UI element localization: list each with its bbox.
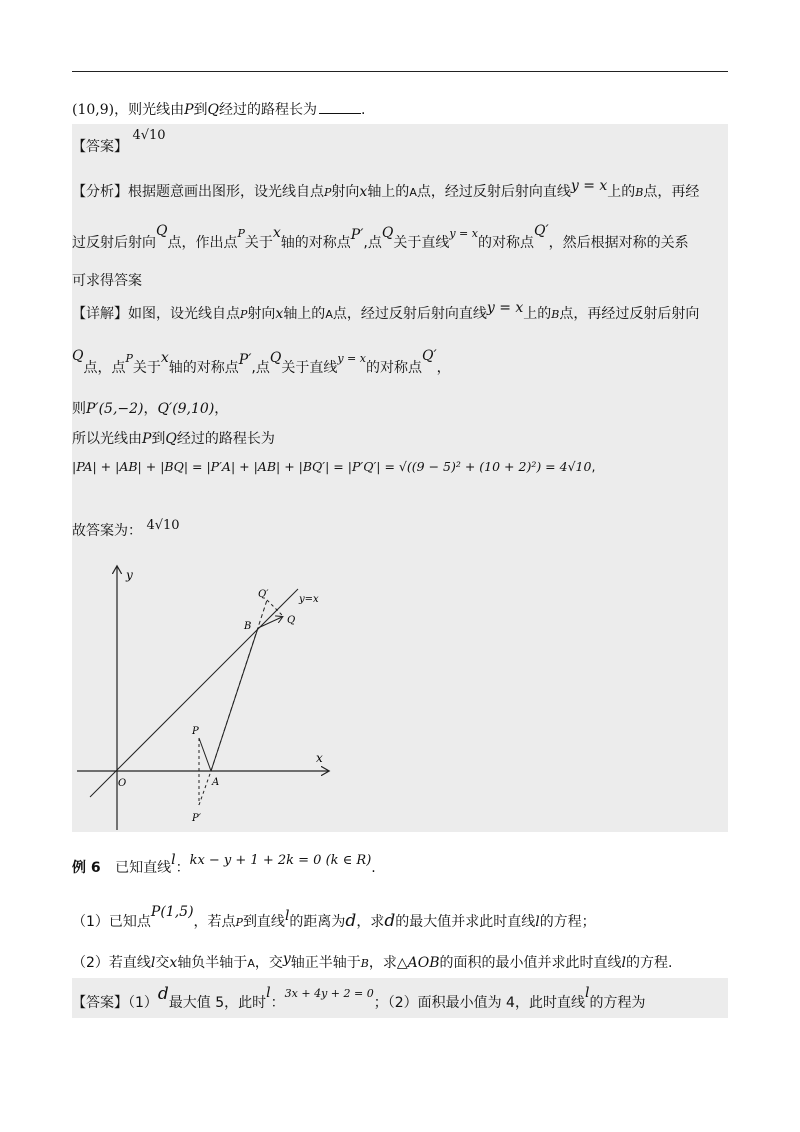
text-segment: 则	[72, 401, 86, 417]
math-Q: Q	[72, 348, 84, 364]
math-P: P	[125, 352, 133, 365]
answer-tag: 【答案】	[72, 995, 128, 1011]
conclusion-line	[72, 520, 180, 540]
math-y: y	[282, 951, 291, 967]
math-y-equals-x: y = x	[337, 352, 366, 365]
math-d: d	[384, 911, 396, 931]
math-P: P	[184, 102, 194, 118]
text-segment: 的最大值并求此时直线	[395, 914, 536, 930]
answer-line	[72, 128, 166, 156]
text-segment: ：	[270, 995, 285, 1011]
math-x: x	[275, 306, 284, 322]
math-l: l	[621, 955, 626, 971]
math-Q-prime: Q′	[421, 348, 437, 364]
question-tail-line	[72, 99, 365, 119]
example6-q1	[72, 904, 596, 931]
text-segment: ，	[143, 401, 158, 417]
label-Q: Q	[287, 615, 296, 626]
math-Q: Q	[156, 223, 168, 239]
line-equation: kx − y + 1 + 2k = 0 (k ∈ R)	[189, 853, 372, 868]
text-segment: 点，经过反射后射向直线	[332, 306, 487, 322]
distance-formula: |PA| + |AB| + |BQ| = |P′A| + |AB| + |BQ′| = |P′Q′| = √((9 − 5)² + (10 + 2)²) = 4√10	[72, 459, 592, 474]
segment-P-prime-A	[199, 771, 211, 805]
detail-tag: 【详解】	[72, 306, 128, 322]
math-y-equals-x: y = x	[570, 178, 608, 194]
text-segment: 轴上的	[283, 306, 326, 322]
analysis-line-1	[72, 178, 700, 201]
math-y-equals-x: y = x	[486, 300, 524, 316]
text-segment: 到	[193, 102, 208, 118]
text-segment: 的对称点	[477, 235, 534, 251]
text-segment: ：	[175, 860, 190, 876]
text-segment: 已知点	[108, 914, 151, 930]
analysis-tag: 【分析】	[72, 184, 128, 200]
example-title: 例 6	[72, 860, 101, 876]
text-segment: .	[371, 860, 376, 876]
math-B: B	[551, 308, 560, 321]
header-rule	[72, 71, 728, 72]
point-coordinates: (10,9)	[72, 102, 115, 118]
math-d: d	[157, 984, 169, 1004]
text-segment: ，	[436, 360, 451, 376]
conclusion-value: 4√10	[146, 518, 180, 533]
text-segment: 所以光线由	[72, 431, 142, 447]
segment-P-A	[199, 738, 211, 771]
text-segment: 的方程；	[539, 914, 596, 930]
math-Q: Q	[207, 102, 220, 118]
math-P-prime: P′	[350, 227, 364, 243]
text-segment: 轴的对称点	[280, 235, 351, 251]
math-l: l	[150, 955, 156, 971]
answer2-line	[72, 984, 646, 1012]
math-P: P	[235, 916, 243, 929]
math-l: l	[584, 985, 590, 1001]
math-point-P: P(1,5)	[150, 904, 194, 920]
text-segment: ,点	[363, 235, 382, 251]
answer-blank	[319, 113, 361, 114]
label-y: y	[126, 568, 133, 582]
text-segment: 轴负半轴于	[177, 955, 248, 971]
text-segment: 交	[155, 955, 170, 971]
text-segment: 上的	[607, 184, 636, 200]
text-segment: ，则光线由	[114, 102, 185, 118]
text-segment: 轴的对称点	[168, 360, 239, 376]
detail-formula-line	[72, 459, 595, 474]
text-segment: 点，经过反射后射向直线	[416, 184, 571, 200]
math-P: P	[237, 227, 245, 240]
math-l: l	[535, 914, 540, 930]
text-segment: ，然后根据对称的关系	[548, 235, 689, 251]
text-segment: 关于	[132, 360, 161, 376]
math-x: x	[160, 350, 169, 366]
text-segment: 点，作出点	[167, 235, 238, 251]
text-segment: 的方程为	[589, 995, 646, 1011]
math-B: B	[360, 957, 369, 970]
detail-line-4	[72, 428, 275, 448]
segment-Q-Q-prime	[267, 600, 284, 617]
question-number: （2）	[72, 955, 109, 971]
text-segment: （1）	[128, 995, 158, 1011]
text-segment: ,	[591, 459, 596, 474]
math-A: A	[409, 186, 417, 199]
example6-q2	[72, 952, 672, 972]
text-segment: 最大值 5，此时	[168, 995, 267, 1011]
example6-stem	[72, 852, 376, 877]
analysis-line-2	[72, 223, 689, 252]
answer-value: 4√10	[132, 128, 166, 143]
math-P: P	[324, 186, 332, 199]
math-l: l	[266, 985, 271, 1001]
text-segment: 上的	[523, 306, 552, 322]
math-A: A	[247, 957, 255, 970]
detail-line-3	[72, 398, 228, 418]
text-segment: 的方程.	[626, 955, 673, 971]
math-x: x	[272, 225, 281, 241]
text-segment: 的对称点	[365, 360, 422, 376]
text-segment: ，	[214, 401, 229, 417]
answer-equation: 3x + 4y + 2 = 0	[284, 987, 374, 1000]
label-A: A	[212, 777, 220, 788]
label-line-y-equals-x: y=x	[299, 594, 319, 605]
text-segment: 点，再经	[643, 184, 700, 200]
label-x: x	[316, 751, 323, 765]
text-segment: ，求	[368, 955, 397, 971]
math-B: B	[635, 186, 644, 199]
text-segment: 射向	[247, 306, 276, 322]
math-A: A	[325, 308, 333, 321]
line-y-equals-x	[90, 589, 298, 797]
math-x: x	[169, 955, 178, 971]
label-O: O	[118, 778, 127, 789]
math-P-prime-coords: P′(5,−2)	[86, 401, 144, 417]
text-segment: 故答案为：	[72, 523, 142, 539]
text-segment: 轴正半轴于	[290, 955, 361, 971]
text-segment: 的面积的最小值并求此时直线	[439, 955, 622, 971]
math-l: l	[171, 852, 176, 868]
label-P-prime: P′	[192, 813, 201, 824]
math-Q: Q	[269, 350, 282, 366]
text-segment: 关于直线	[281, 360, 338, 376]
math-P-prime: P′	[238, 352, 252, 368]
math-P: P	[142, 431, 152, 447]
question-number: （1）	[72, 914, 109, 930]
text-segment: 可求得答案	[72, 273, 142, 289]
text-segment: 关于直线	[393, 235, 450, 251]
math-triangle-AOB: △AOB	[396, 955, 440, 971]
answer-tag: 【答案】	[72, 139, 128, 155]
text-segment: 轴上的	[367, 184, 410, 200]
text-segment: 若直线	[108, 955, 151, 971]
label-P: P	[192, 726, 199, 737]
math-d: d	[345, 911, 357, 931]
text-segment: ，若点	[193, 914, 236, 930]
text-segment: 经过的路程长为	[219, 102, 318, 118]
text-segment: 点，点	[83, 360, 126, 376]
analysis-line-3	[72, 270, 142, 290]
segment-B-Q	[258, 617, 282, 628]
detail-line-1	[72, 300, 700, 323]
math-Q: Q	[381, 225, 394, 241]
text-segment: 的距离为	[289, 914, 346, 930]
text-segment: 关于	[244, 235, 273, 251]
text-segment: 到	[151, 431, 166, 447]
text-segment: 射向	[331, 184, 360, 200]
text-segment: 根据题意画出图形，设光线自点	[128, 184, 324, 200]
label-B: B	[244, 621, 252, 632]
math-Q-prime-coords: Q′(9,10)	[157, 401, 215, 417]
math-Q: Q	[165, 431, 177, 447]
reflection-figure	[72, 555, 362, 835]
text-segment: .	[361, 102, 366, 118]
math-x: x	[359, 184, 368, 200]
text-segment: 如图，设光线自点	[128, 306, 240, 322]
text-segment: ,点	[251, 360, 270, 376]
text-segment: 点，再经过反射后射向	[559, 306, 700, 322]
label-Q-prime: Q′	[258, 589, 269, 600]
text-segment: ；（2）面积最小值为 4，此时直线	[373, 995, 585, 1011]
text-segment: ，交	[254, 955, 283, 971]
text-segment: 到直线	[242, 914, 285, 930]
math-l: l	[284, 908, 290, 924]
text-segment: 已知直线	[115, 860, 172, 876]
math-Q-prime: Q′	[533, 223, 549, 239]
text-segment: 过反射后射向	[72, 235, 156, 251]
math-y-equals-x: y = x	[449, 227, 478, 240]
text-segment: ，求	[356, 914, 385, 930]
text-segment: 经过的路程长为	[176, 431, 275, 447]
math-P: P	[240, 308, 248, 321]
detail-line-2	[72, 348, 451, 377]
